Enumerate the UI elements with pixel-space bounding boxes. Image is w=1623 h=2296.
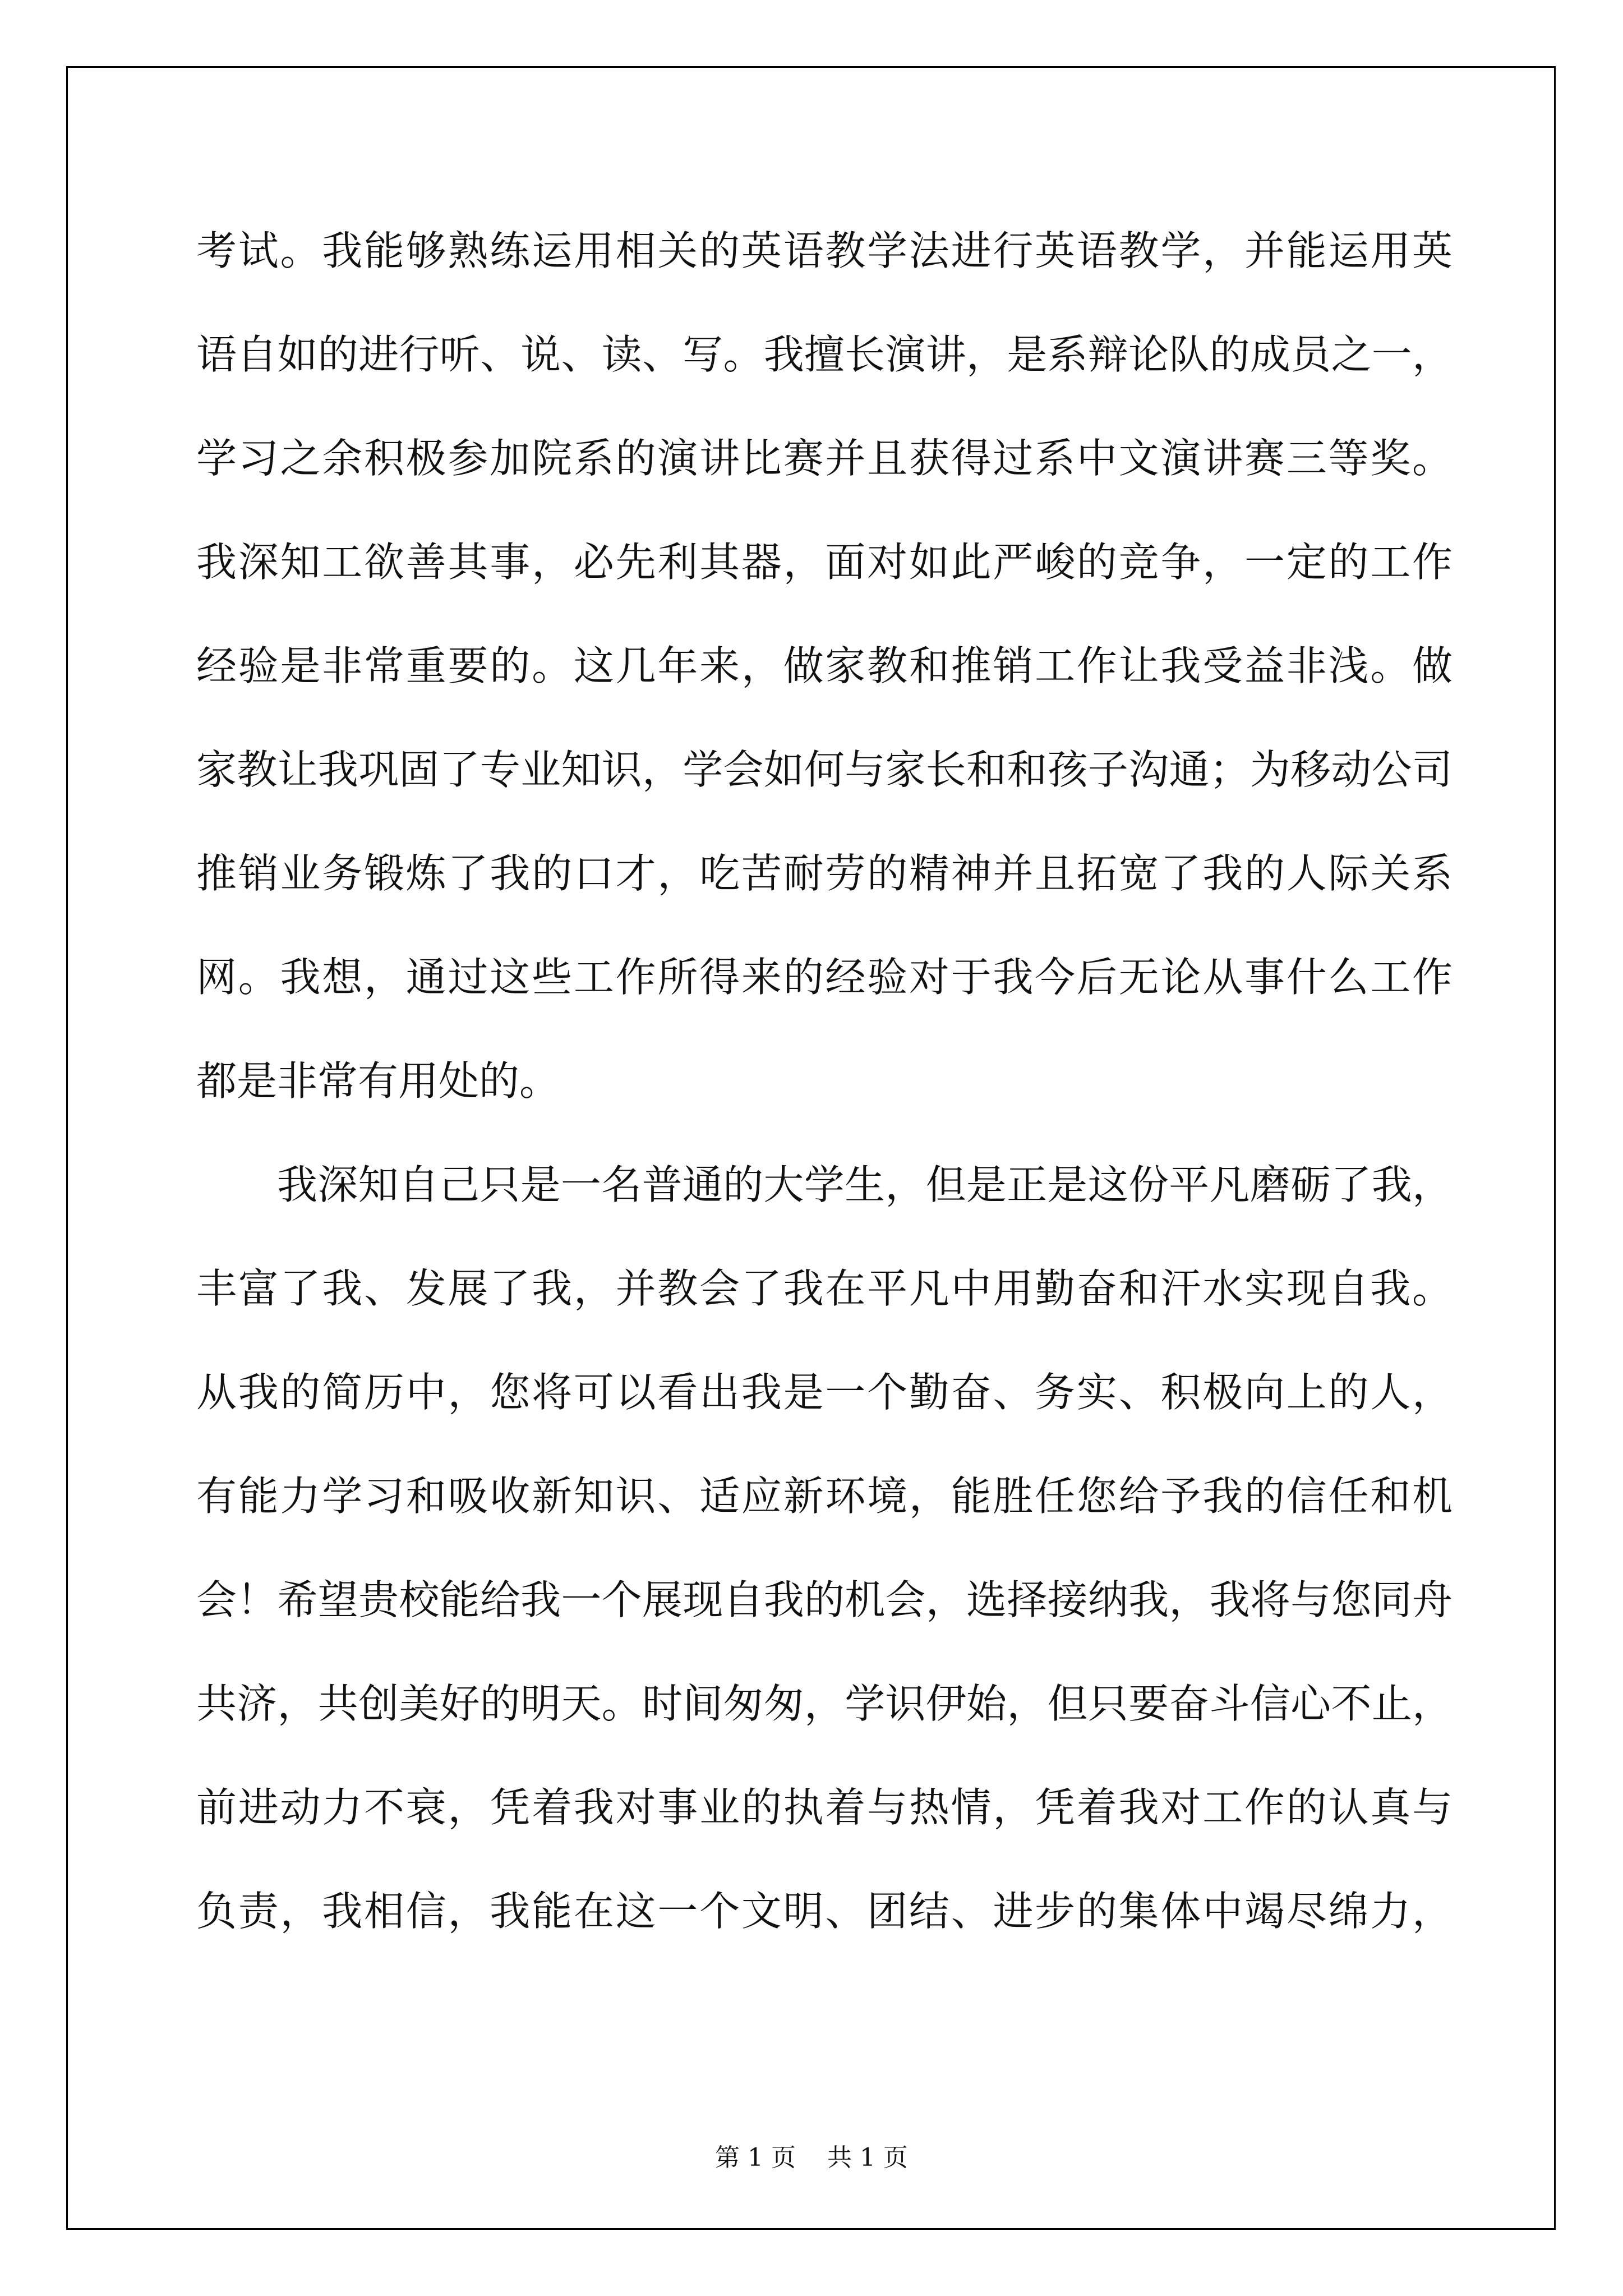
- text-line: 推销业务锻炼了我的口才，吃苦耐劳的精神并且拓宽了我的人际关系: [196, 850, 1453, 897]
- text-line: 都是非常有用处的。: [196, 1057, 560, 1105]
- text-line: 从我的简历中，您将可以看出我是一个勤奋、务实、积极向上的人，: [196, 1369, 1453, 1416]
- text-line: 丰富了我、发展了我，并教会了我在平凡中用勤奋和汗水实现自我。: [196, 1265, 1453, 1312]
- text-line: 会！希望贵校能给我一个展现自我的机会，选择接纳我，我将与您同舟: [196, 1576, 1453, 1623]
- text-line: 考试。我能够熟练运用相关的英语教学法进行英语教学，并能运用英: [196, 227, 1453, 274]
- text-line: 负责，我相信，我能在这一个文明、团结、进步的集体中竭尽绵力，: [196, 1888, 1453, 1935]
- text-line: 共济，共创美好的明天。时间匆匆，学识伊始，但只要奋斗信心不止，: [196, 1680, 1453, 1727]
- text-line: 语自如的进行听、说、读、写。我擅长演讲，是系辩论队的成员之一，: [196, 331, 1453, 378]
- text-line: 网。我想，通过这些工作所得来的经验对于我今后无论从事什么工作: [196, 954, 1453, 1001]
- text-line: 有能力学习和吸收新知识、适应新环境，能胜任您给予我的信任和机: [196, 1473, 1453, 1520]
- page-footer: 第 1 页 共 1 页: [715, 2143, 908, 2172]
- text-line: 学习之余积极参加院系的演讲比赛并且获得过系中文演讲赛三等奖。: [196, 435, 1453, 482]
- text-line: 经验是非常重要的。这几年来，做家教和推销工作让我受益非浅。做: [196, 642, 1453, 689]
- text-line: 我深知自己只是一名普通的大学生，但是正是这份平凡磨砺了我，: [277, 1161, 1453, 1208]
- text-line: 前进动力不衰，凭着我对事业的执着与热情，凭着我对工作的认真与: [196, 1784, 1453, 1831]
- text-line: 我深知工欲善其事，必先利其器，面对如此严峻的竞争，一定的工作: [196, 539, 1453, 586]
- document-body: [196, 199, 1453, 1963]
- text-line: 家教让我巩固了专业知识，学会如何与家长和和孩子沟通；为移动公司: [196, 746, 1453, 793]
